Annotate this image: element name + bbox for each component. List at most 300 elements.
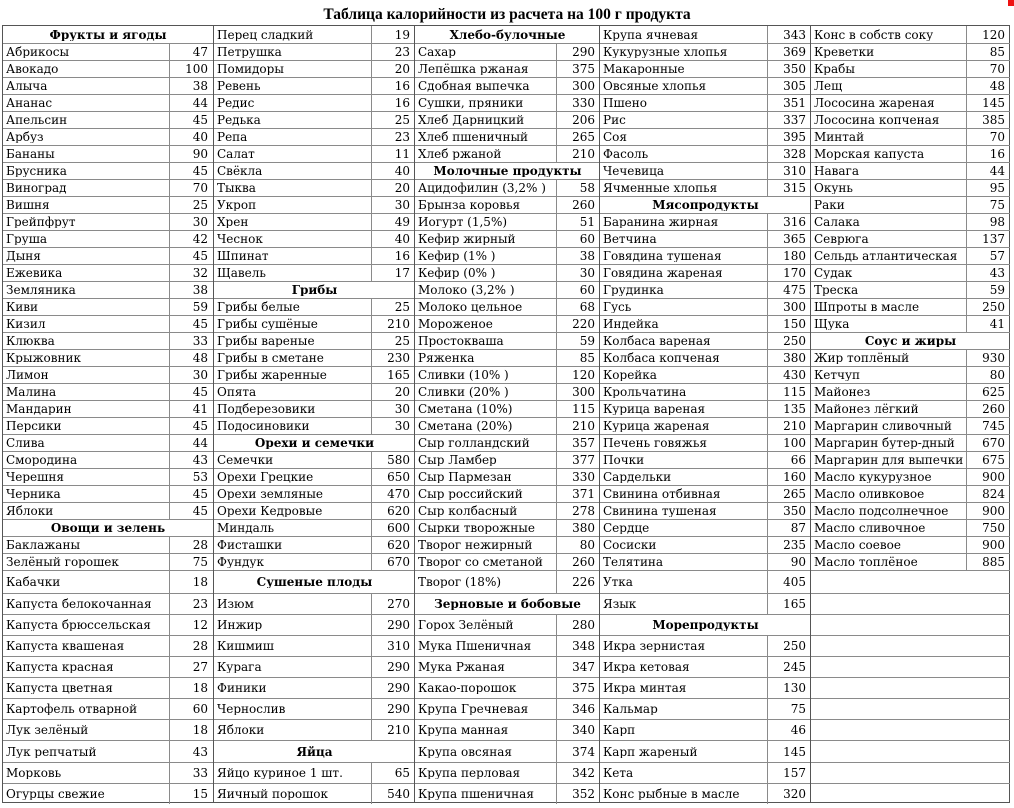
table-row bbox=[600, 740, 811, 762]
calorie-value: 540 bbox=[371, 784, 415, 804]
product-name: Икра минтая bbox=[603, 682, 687, 694]
product-name: Сыр Ламбер bbox=[418, 454, 497, 466]
product-name: Овсяные хлопья bbox=[603, 80, 707, 92]
calorie-value: 45 bbox=[169, 316, 213, 332]
product-name: Майонез лёгкий bbox=[814, 403, 919, 415]
calorie-value: 250 bbox=[966, 299, 1010, 315]
product-name: Печень говяжья bbox=[603, 437, 707, 449]
calorie-value: 165 bbox=[371, 367, 415, 383]
table-row bbox=[214, 451, 415, 468]
product-name: Салат bbox=[217, 148, 255, 160]
table-row bbox=[415, 614, 600, 635]
table-row bbox=[600, 298, 811, 315]
product-name: Репа bbox=[217, 131, 248, 143]
empty-row bbox=[811, 740, 1010, 762]
product-name: Морковь bbox=[6, 767, 62, 779]
table-row bbox=[415, 213, 600, 230]
calorie-value: 375 bbox=[556, 61, 600, 77]
table-row bbox=[811, 281, 1010, 298]
product-name: Малина bbox=[6, 386, 57, 398]
product-name: Сырки творожные bbox=[418, 522, 535, 534]
section-title: Морепродукты bbox=[652, 619, 759, 631]
calorie-value: 900 bbox=[966, 503, 1010, 519]
calorie-value: 28 bbox=[169, 636, 213, 656]
product-name: Грибы сушёные bbox=[217, 318, 318, 330]
product-name: Лук репчатый bbox=[6, 745, 97, 758]
table-row bbox=[811, 247, 1010, 264]
product-name: Крупа овсяная bbox=[418, 745, 512, 758]
table-row bbox=[811, 366, 1010, 383]
table-row bbox=[415, 349, 600, 366]
table-row bbox=[214, 485, 415, 502]
product-name: Почки bbox=[603, 454, 645, 466]
table-row bbox=[600, 762, 811, 783]
section-header bbox=[214, 740, 415, 762]
table-row bbox=[3, 485, 213, 502]
product-name: Молоко (3,2% ) bbox=[418, 284, 515, 296]
calorie-value: 25 bbox=[371, 333, 415, 349]
calorie-value: 85 bbox=[966, 44, 1010, 60]
table-row bbox=[811, 536, 1010, 553]
table-row bbox=[214, 468, 415, 485]
calorie-value: 33 bbox=[169, 333, 213, 349]
product-name: Кета bbox=[603, 767, 634, 779]
product-name: Йогурт (1,5%) bbox=[418, 216, 508, 228]
calorie-value: 23 bbox=[371, 44, 415, 60]
table-row bbox=[214, 179, 415, 196]
calorie-value: 48 bbox=[169, 350, 213, 366]
calorie-value: 430 bbox=[767, 367, 811, 383]
calorie-value: 150 bbox=[767, 316, 811, 332]
product-name: Пшено bbox=[603, 97, 647, 109]
product-name: Мука Пшеничная bbox=[418, 640, 532, 652]
product-name: Лимон bbox=[6, 369, 49, 381]
product-name: Редис bbox=[217, 97, 255, 109]
calorie-value: 40 bbox=[371, 163, 415, 179]
product-name: Щавель bbox=[217, 267, 266, 279]
calorie-value: 38 bbox=[169, 78, 213, 94]
table-row bbox=[415, 111, 600, 128]
calorie-value: 316 bbox=[767, 214, 811, 230]
calorie-value: 70 bbox=[169, 180, 213, 196]
product-name: Капуста белокочанная bbox=[6, 598, 152, 610]
product-name: Судак bbox=[814, 267, 853, 279]
section-title: Грибы bbox=[291, 284, 338, 296]
product-name: Ежевика bbox=[6, 267, 63, 279]
product-name: Помидоры bbox=[217, 63, 284, 75]
table-row bbox=[214, 383, 415, 400]
product-name: Язык bbox=[603, 598, 637, 610]
product-name: Вишня bbox=[6, 199, 50, 211]
calorie-value: 210 bbox=[767, 418, 811, 434]
product-name: Лепёшка ржаная bbox=[418, 63, 529, 75]
table-row bbox=[3, 281, 213, 298]
calorie-value: 260 bbox=[556, 554, 600, 570]
section-header bbox=[600, 614, 811, 635]
table-row bbox=[415, 635, 600, 656]
table-row bbox=[600, 43, 811, 60]
product-name: Какао-порошок bbox=[418, 682, 517, 694]
product-name: Салака bbox=[814, 216, 860, 228]
table-row bbox=[3, 196, 213, 213]
table-row bbox=[3, 43, 213, 60]
product-name: Конс рыбные в масле bbox=[603, 788, 740, 800]
table-row bbox=[415, 281, 600, 298]
table-row bbox=[214, 111, 415, 128]
empty-row bbox=[811, 762, 1010, 783]
table-row bbox=[415, 570, 600, 593]
table-row bbox=[415, 366, 600, 383]
calorie-value: 16 bbox=[371, 95, 415, 111]
calorie-value: 385 bbox=[966, 112, 1010, 128]
calorie-value: 300 bbox=[556, 78, 600, 94]
table-row bbox=[415, 43, 600, 60]
product-name: Ветчина bbox=[603, 233, 657, 245]
product-name: Подберезовики bbox=[217, 403, 316, 415]
calorie-value: 135 bbox=[767, 401, 811, 417]
table-row bbox=[415, 383, 600, 400]
calorie-value: 58 bbox=[556, 180, 600, 196]
table-row bbox=[811, 60, 1010, 77]
table-row bbox=[600, 570, 811, 593]
table-row bbox=[3, 570, 213, 593]
product-name: Алыча bbox=[6, 80, 48, 92]
calorie-value: 43 bbox=[966, 265, 1010, 281]
calorie-value: 85 bbox=[556, 350, 600, 366]
table-row bbox=[415, 332, 600, 349]
section-header bbox=[811, 332, 1010, 349]
table-row bbox=[600, 145, 811, 162]
product-name: Колбаса вареная bbox=[603, 335, 711, 347]
table-row bbox=[214, 417, 415, 434]
product-name: Лещ bbox=[814, 80, 843, 92]
product-name: Тыква bbox=[217, 182, 256, 194]
product-name: Севрюга bbox=[814, 233, 869, 245]
table-row bbox=[214, 677, 415, 698]
product-name: Грибы в сметане bbox=[217, 352, 324, 364]
calorie-value: 41 bbox=[169, 401, 213, 417]
calorie-value: 17 bbox=[371, 265, 415, 281]
table-row bbox=[214, 128, 415, 145]
product-name: Арбуз bbox=[6, 131, 44, 143]
calorie-value: 70 bbox=[966, 129, 1010, 145]
calorie-value: 290 bbox=[371, 678, 415, 698]
table-column bbox=[3, 26, 213, 802]
table-row bbox=[811, 111, 1010, 128]
table-row bbox=[600, 417, 811, 434]
table-row bbox=[214, 719, 415, 740]
table-row bbox=[600, 77, 811, 94]
section-title: Овощи и зелень bbox=[50, 522, 166, 534]
calorie-value: 70 bbox=[966, 61, 1010, 77]
product-name: Огурцы свежие bbox=[6, 788, 105, 800]
product-name: Крупа Гречневая bbox=[418, 703, 529, 715]
section-header bbox=[415, 26, 600, 43]
product-name: Креветки bbox=[814, 46, 875, 58]
product-name: Маргарин бутер-дный bbox=[814, 437, 955, 449]
table-row bbox=[214, 349, 415, 366]
product-name: Брынза коровья bbox=[418, 199, 521, 211]
calorie-value: 11 bbox=[371, 146, 415, 162]
table-row bbox=[214, 519, 415, 536]
calorie-value: 27 bbox=[169, 657, 213, 677]
calorie-value: 226 bbox=[556, 571, 600, 593]
table-row bbox=[811, 94, 1010, 111]
product-name: Макаронные bbox=[603, 63, 685, 75]
product-name: Черешня bbox=[6, 471, 64, 483]
table-row bbox=[600, 60, 811, 77]
product-name: Сыр колбасный bbox=[418, 505, 518, 517]
product-name: Кефир жирный bbox=[418, 233, 516, 245]
table-column bbox=[213, 26, 415, 802]
table-row bbox=[415, 698, 600, 719]
calorie-value: 51 bbox=[556, 214, 600, 230]
calorie-value: 620 bbox=[371, 537, 415, 553]
empty-row bbox=[811, 614, 1010, 635]
product-name: Маргарин сливочный bbox=[814, 420, 952, 432]
calorie-value: 15 bbox=[169, 784, 213, 804]
calorie-value: 90 bbox=[767, 554, 811, 570]
empty-row bbox=[811, 593, 1010, 614]
product-name: Ревень bbox=[217, 80, 261, 92]
product-name: Инжир bbox=[217, 619, 263, 631]
calorie-value: 670 bbox=[966, 435, 1010, 451]
table-row bbox=[600, 264, 811, 281]
calorie-value: 620 bbox=[371, 503, 415, 519]
product-name: Колбаса копченая bbox=[603, 352, 720, 364]
table-row bbox=[415, 264, 600, 281]
section-title: Зерновые и бобовые bbox=[434, 598, 581, 610]
product-name: Икра зернистая bbox=[603, 640, 706, 652]
calorie-value: 38 bbox=[556, 248, 600, 264]
calorie-value: 44 bbox=[966, 163, 1010, 179]
calorie-value: 23 bbox=[371, 129, 415, 145]
table-row bbox=[600, 349, 811, 366]
calorie-value: 59 bbox=[169, 299, 213, 315]
calorie-value: 245 bbox=[767, 657, 811, 677]
product-name: Чеснок bbox=[217, 233, 263, 245]
calorie-value: 470 bbox=[371, 486, 415, 502]
product-name: Абрикосы bbox=[6, 46, 69, 58]
table-row bbox=[600, 332, 811, 349]
calorie-value: 120 bbox=[966, 26, 1010, 43]
table-row bbox=[811, 434, 1010, 451]
table-row bbox=[214, 43, 415, 60]
table-row bbox=[3, 677, 213, 698]
table-row bbox=[214, 26, 415, 43]
calorie-value: 44 bbox=[169, 95, 213, 111]
table-row bbox=[600, 315, 811, 332]
calorie-value: 30 bbox=[371, 197, 415, 213]
product-name: Горох Зелёный bbox=[418, 619, 514, 631]
product-name: Простокваша bbox=[418, 335, 504, 347]
table-row bbox=[214, 762, 415, 783]
table-row bbox=[600, 656, 811, 677]
calorie-value: 342 bbox=[556, 763, 600, 783]
product-name: Подосиновики bbox=[217, 420, 310, 432]
product-name: Киви bbox=[6, 301, 39, 313]
calorie-value: 59 bbox=[966, 282, 1010, 298]
calorie-value: 170 bbox=[767, 265, 811, 281]
table-row bbox=[3, 656, 213, 677]
table-row bbox=[3, 468, 213, 485]
calorie-value: 346 bbox=[556, 699, 600, 719]
empty-row bbox=[811, 783, 1010, 804]
table-row bbox=[811, 213, 1010, 230]
calorie-value: 305 bbox=[767, 78, 811, 94]
product-name: Курага bbox=[217, 661, 262, 673]
product-name: Масло подсолнечное bbox=[814, 505, 949, 517]
product-name: Лососина копченая bbox=[814, 114, 940, 126]
calorie-value: 44 bbox=[169, 435, 213, 451]
calorie-value: 365 bbox=[767, 231, 811, 247]
product-name: Яйцо куриное 1 шт. bbox=[217, 767, 343, 779]
product-name: Редька bbox=[217, 114, 261, 126]
section-title: Мясопродукты bbox=[652, 199, 759, 211]
calorie-value: 45 bbox=[169, 384, 213, 400]
calorie-value: 290 bbox=[371, 657, 415, 677]
calorie-value: 580 bbox=[371, 452, 415, 468]
product-name: Хрен bbox=[217, 216, 249, 228]
calorie-value: 45 bbox=[169, 486, 213, 502]
calorie-value: 43 bbox=[169, 452, 213, 468]
product-name: Бананы bbox=[6, 148, 55, 160]
empty-row bbox=[811, 635, 1010, 656]
calorie-value: 18 bbox=[169, 678, 213, 698]
calorie-value: 600 bbox=[371, 520, 415, 536]
table-row bbox=[214, 635, 415, 656]
section-title: Соус и жиры bbox=[864, 335, 957, 347]
product-name: Грудинка bbox=[603, 284, 664, 296]
calorie-value: 30 bbox=[371, 418, 415, 434]
calorie-value: 80 bbox=[966, 367, 1010, 383]
product-name: Ацидофилин (3,2% ) bbox=[418, 182, 546, 194]
table-row bbox=[811, 162, 1010, 179]
table-row bbox=[811, 468, 1010, 485]
table-row bbox=[415, 417, 600, 434]
section-header bbox=[214, 570, 415, 593]
product-name: Кетчуп bbox=[814, 369, 861, 381]
product-name: Хлеб ржаной bbox=[418, 148, 502, 160]
calorie-value: 45 bbox=[169, 112, 213, 128]
table-row bbox=[811, 349, 1010, 366]
calorie-value: 145 bbox=[966, 95, 1010, 111]
table-row bbox=[415, 315, 600, 332]
calorie-value: 45 bbox=[169, 418, 213, 434]
calorie-value: 347 bbox=[556, 657, 600, 677]
calorie-value: 405 bbox=[767, 571, 811, 593]
product-name: Жир топлёный bbox=[814, 352, 910, 364]
table-row bbox=[600, 553, 811, 570]
product-name: Брусника bbox=[6, 165, 67, 177]
calorie-value: 40 bbox=[169, 129, 213, 145]
product-name: Авокадо bbox=[6, 63, 59, 75]
table-row bbox=[3, 635, 213, 656]
calorie-value: 210 bbox=[371, 316, 415, 332]
table-row bbox=[214, 60, 415, 77]
product-name: Ячменные хлопья bbox=[603, 182, 718, 194]
product-name: Земляника bbox=[6, 284, 76, 296]
table-row bbox=[3, 536, 213, 553]
table-row bbox=[600, 635, 811, 656]
calorie-value: 230 bbox=[371, 350, 415, 366]
product-name: Морская капуста bbox=[814, 148, 925, 160]
table-row bbox=[415, 656, 600, 677]
table-row bbox=[3, 332, 213, 349]
calorie-value: 300 bbox=[556, 384, 600, 400]
calorie-value: 670 bbox=[371, 554, 415, 570]
product-name: Кефир (1% ) bbox=[418, 250, 496, 262]
calorie-table bbox=[2, 25, 1010, 803]
product-name: Орехи земляные bbox=[217, 488, 324, 500]
product-name: Петрушка bbox=[217, 46, 282, 58]
table-row bbox=[600, 128, 811, 145]
table-row bbox=[415, 77, 600, 94]
calorie-value: 45 bbox=[169, 503, 213, 519]
calorie-value: 265 bbox=[556, 129, 600, 145]
calorie-value: 87 bbox=[767, 520, 811, 536]
product-name: Майонез bbox=[814, 386, 871, 398]
calorie-value: 250 bbox=[767, 333, 811, 349]
product-name: Фундук bbox=[217, 556, 264, 568]
calorie-value: 375 bbox=[556, 678, 600, 698]
product-name: Творог (18%) bbox=[418, 576, 502, 588]
product-name: Лук зелёный bbox=[6, 724, 89, 736]
table-row bbox=[600, 179, 811, 196]
product-name: Творог нежирный bbox=[418, 539, 533, 551]
calorie-value: 25 bbox=[169, 197, 213, 213]
table-row bbox=[415, 400, 600, 417]
calorie-value: 30 bbox=[371, 401, 415, 417]
table-row bbox=[415, 196, 600, 213]
calorie-value: 220 bbox=[556, 316, 600, 332]
table-row bbox=[3, 230, 213, 247]
calorie-value: 357 bbox=[556, 435, 600, 451]
table-row bbox=[811, 77, 1010, 94]
table-row bbox=[600, 719, 811, 740]
table-row bbox=[600, 485, 811, 502]
product-name: Хлеб пшеничный bbox=[418, 131, 529, 143]
calorie-value: 352 bbox=[556, 784, 600, 804]
calorie-value: 120 bbox=[556, 367, 600, 383]
calorie-value: 60 bbox=[556, 231, 600, 247]
table-row bbox=[811, 417, 1010, 434]
calorie-value: 42 bbox=[169, 231, 213, 247]
table-row bbox=[600, 536, 811, 553]
table-row bbox=[3, 553, 213, 570]
product-name: Мороженое bbox=[418, 318, 493, 330]
calorie-value: 310 bbox=[767, 163, 811, 179]
table-row bbox=[600, 434, 811, 451]
calorie-value: 75 bbox=[966, 197, 1010, 213]
page-title: Таблица калорийности из расчета на 100 г продукта bbox=[323, 6, 691, 23]
calorie-value: 280 bbox=[556, 615, 600, 635]
table-row bbox=[214, 614, 415, 635]
calorie-value: 475 bbox=[767, 282, 811, 298]
product-name: Сердце bbox=[603, 522, 650, 534]
calorie-value: 290 bbox=[371, 699, 415, 719]
product-name: Миндаль bbox=[217, 522, 274, 534]
table-row bbox=[600, 698, 811, 719]
table-row bbox=[415, 468, 600, 485]
table-row bbox=[3, 719, 213, 740]
product-name: Персики bbox=[6, 420, 62, 432]
table-row bbox=[415, 451, 600, 468]
table-row bbox=[214, 332, 415, 349]
table-row bbox=[415, 230, 600, 247]
table-row bbox=[811, 179, 1010, 196]
product-name: Масло топлёное bbox=[814, 556, 918, 568]
